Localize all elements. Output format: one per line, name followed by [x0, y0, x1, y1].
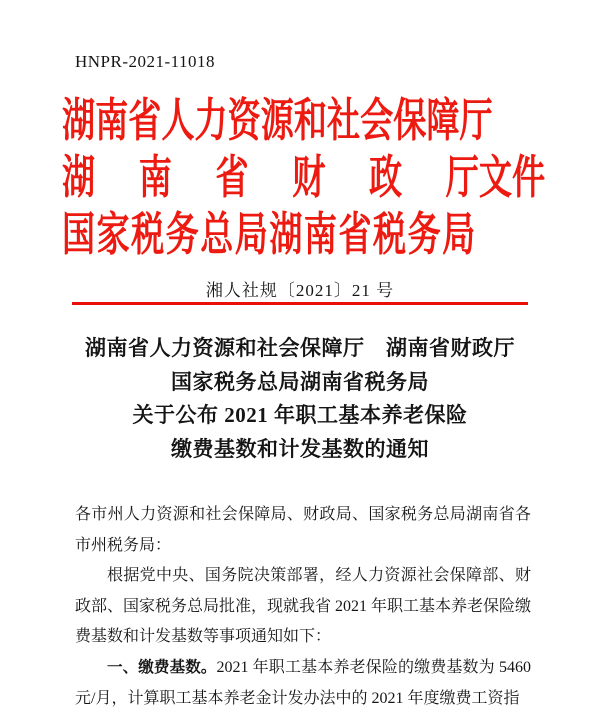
letterhead: [62, 92, 600, 263]
paragraph-1: 根据党中央、国务院决策部署，经人力资源社会保障部、财政部、国家税务总局批准，现就我省 2021 年职工基本养老保险缴费基数和计发基数等事项通知如下：: [75, 567, 532, 646]
letterhead-line1: 湖南省人力资源和社会保障厅: [62, 95, 493, 146]
letterhead-line2-char: 厅文件: [445, 152, 546, 203]
paragraph-2-lead: 一、缴费基数。: [107, 658, 217, 676]
doc-code: HNPR-2021-11018: [75, 52, 216, 71]
letterhead-line2-char: 湖: [62, 152, 96, 203]
doc-title: [0, 332, 600, 466]
letterhead-line2-char: 财: [292, 152, 326, 203]
letterhead-line2: [62, 149, 545, 206]
doc-title-line3: 关于公布 2021 年职工基本养老保险: [132, 403, 468, 427]
letterhead-line3: 国家税务总局湖南省税务局: [62, 209, 477, 260]
doc-title-line1: 湖南省人力资源和社会保障厅 湖南省财政厅: [85, 336, 515, 360]
letterhead-line2-char: 政: [368, 152, 403, 203]
doc-title-line4: 缴费基数和计发基数的通知: [171, 436, 429, 461]
red-divider-line: [72, 302, 528, 305]
paragraph-2: [75, 653, 531, 714]
paragraph-2-rest: 2021 年职工基本养老保险的缴费基数为 5460 元/月，计算职工基本养老金计发办法中的 2021 年度缴费工资指: [75, 658, 531, 707]
salutation: 各市州人力资源和社会保障局、财政局、国家税务总局湖南省各市州税务局：: [75, 506, 531, 554]
letterhead-line2-char: 南: [138, 152, 172, 203]
doc-body: [75, 500, 531, 714]
letterhead-line2-char: 省: [215, 152, 249, 203]
doc-title-line2: 国家税务总局湖南省税务局: [171, 369, 429, 394]
doc-number: 湘人社规〔2021〕21 号: [205, 281, 395, 300]
